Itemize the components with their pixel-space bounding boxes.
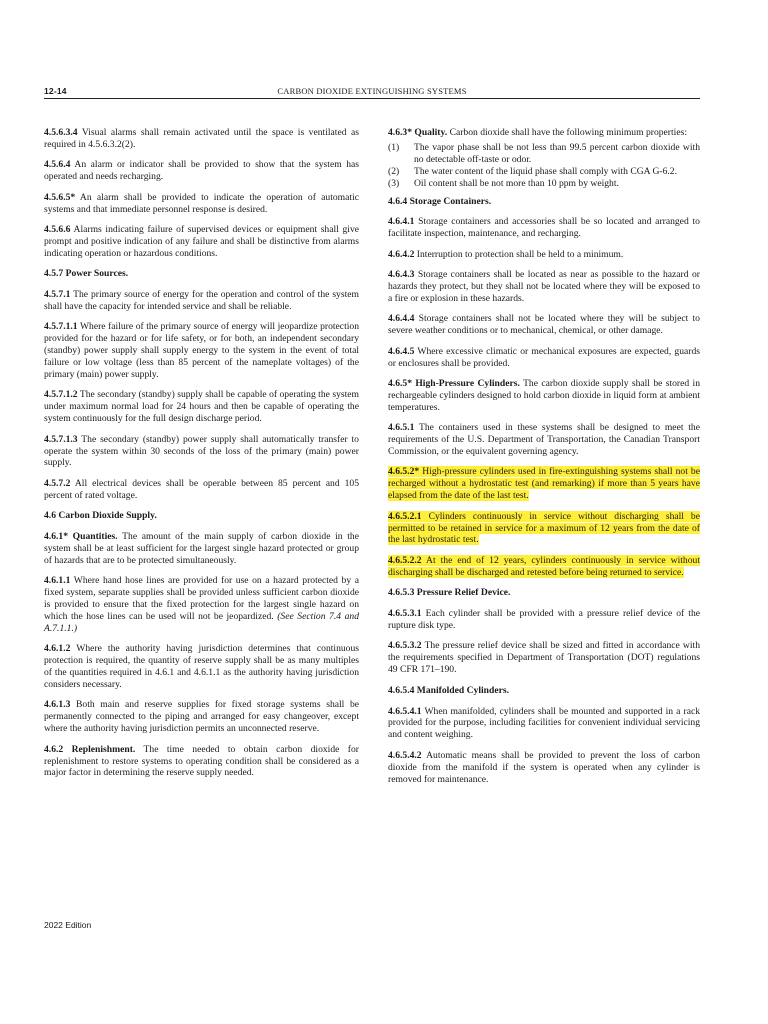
paragraph: 4.5.6.6 Alarms indicating failure of supervised devices or equipment shall give prompt and positive indication of any failure and shall be distinctive from alarms indicating operation or hazardous conditions.	[44, 223, 359, 259]
paragraph: 4.6.1* Quantities. The amount of the main supply of carbon dioxide in the system shall be at least sufficient for the largest single hazard protected or group of hazards that are to be protected simultaneously.	[44, 531, 359, 566]
paragraph: 4.6.4.1 Storage containers and accessories shall be so located and arranged to facilitate inspection, maintenance, and recharging.	[388, 216, 700, 240]
section-heading: 4.6.5.4 Manifolded Cylinders.	[388, 684, 509, 696]
paragraph: 4.6.5* High-Pressure Cylinders. The carbon dioxide supply shall be stored in rechargeable cylinders designed to hold carbon dioxide in liquid form at ambient temperatures.	[388, 378, 700, 413]
paragraph: 4.6.4.4 Storage containers shall not be located where they will be subject to severe weather conditions or to mechanical, chemical, or other damage.	[388, 313, 700, 337]
list-item: (1) The vapor phase shall be not less than 99.5 percent carbon dioxide with no detectable off-taste or odor.	[388, 141, 700, 165]
paragraph: 4.6.5.4.2 Automatic means shall be provided to prevent the loss of carbon dioxide from the manifold if the system is operated when any cylinder is removed for maintenance.	[388, 749, 700, 785]
paragraph: 4.6.4.5 Where excessive climatic or mechanical exposures are expected, guards or enclosures shall be provided.	[388, 345, 701, 369]
paragraph: 4.6.1.1 Where hand hose lines are provided for use on a hazard protected by a fixed system, separate supplies shall be provided unless sufficient carbon dioxide is provided to ensure that the fixed protection for the largest single hazard on which the hose lines can be used will not be jeopardized. (See Section 7.4 and A.7.1.1.)	[44, 575, 359, 634]
paragraph: 4.5.7.1.2 The secondary (standby) supply shall be capable of operating the system under maximum normal load for 24 hours and then be capable of operating the system continuously for the full design discharge period.	[44, 389, 359, 425]
cross-reference: (See Section 7.4 and A.7.1.1.)	[44, 611, 359, 634]
paragraph: 4.6.5.4.1 When manifolded, cylinders shall be mounted and supported in a rack provided for the purpose, including facilities for convenient individual servicing and content weighing.	[388, 705, 701, 741]
paragraph: 4.5.7.2 All electrical devices shall be operable between 85 percent and 105 percent of rated voltage.	[44, 477, 359, 501]
paragraph: 4.6.3* Quality. Carbon dioxide shall have the following minimum properties:	[388, 127, 687, 138]
page-number: 12-14	[44, 86, 67, 96]
section-heading: 4.6.5.3 Pressure Relief Device.	[388, 587, 511, 599]
left-column	[44, 127, 359, 788]
quality-list	[388, 142, 700, 190]
page-header	[44, 84, 700, 99]
paragraph: 4.6.4.2 Interruption to protection shall be held to a minimum.	[388, 248, 624, 260]
running-title: CARBON DIOXIDE EXTINGUISHING SYSTEMS	[277, 86, 467, 96]
paragraph: 4.6.5.3.2 The pressure relief device shall be sized and fitted in accordance with the requirements specified in Department of Transportation (DOT) regulations 49 CFR 171–190.	[388, 640, 700, 676]
paragraph: 4.5.7.1.3 The secondary (standby) power supply shall automatically transfer to operate the system within 30 seconds of the loss of the primary (main) power supply.	[44, 433, 359, 469]
section-heading: 4.6.4 Storage Containers.	[388, 195, 492, 207]
paragraph: 4.6.5.1 The containers used in these systems shall be designed to meet the requirements of the U.S. Department of Transportation, the Canadian Transport Commission, or the equivalent governing agency.	[388, 422, 700, 458]
list-item: (3) Oil content shall be not more than 10 ppm by weight.	[388, 177, 619, 189]
section-heading: 4.5.7 Power Sources.	[44, 268, 129, 280]
right-column	[388, 127, 700, 794]
paragraph: 4.6.5.3.1 Each cylinder shall be provided with a pressure relief device of the rupture disk type.	[388, 608, 700, 631]
paragraph: 4.6.2 Replenishment. The time needed to obtain carbon dioxide for replenishment to restore systems to operating condition shall be considered as a major factor in determining the reserve supply needed.	[44, 743, 359, 779]
paragraph: 4.5.6.4 An alarm or indicator shall be provided to show that the system has operated and needs recharging.	[44, 159, 359, 183]
highlighted-paragraph: 4.6.5.2* High-pressure cylinders used in fire-extinguishing systems shall not be recharged without a hydrostatic test (and remarking) if more than 5 years have elapsed from the date of the last test.	[388, 466, 700, 502]
paragraph: 4.5.6.3.4 Visual alarms shall remain activated until the space is ventilated as required in 4.5.6.3.2(2).	[44, 127, 359, 150]
paragraph: 4.6.1.3 Both main and reserve supplies for fixed storage systems shall be permanently connected to the piping and arranged for easy changeover, except where the authority having jurisdiction permits an unconnected reserve.	[44, 699, 359, 735]
paragraph: 4.6.1.2 Where the authority having jurisdiction determines that continuous protection is required, the quantity of reserve supply shall be as many multiples of the quantities required in 4.6.1 and 4.6.1.1 as the authority having jurisdiction considers necessary.	[44, 643, 359, 691]
paragraph: 4.5.7.1.1 Where failure of the primary source of energy will jeopardize protection provided for the hazard or for life safety, or for both, an independent secondary (standby) power supply shall supply energy to the system in the event of total failure or low voltage (less than 85 percent of the nameplate voltages) of the primary (main) power supply.	[44, 321, 359, 380]
edition-footer: 2022 Edition	[44, 920, 92, 930]
highlighted-paragraph: 4.6.5.2.1 Cylinders continuously in service without discharging shall be permitted to be retained in service for a maximum of 12 years from the date of the last hydrostatic test.	[388, 510, 700, 546]
highlighted-paragraph: 4.6.5.2.2 At the end of 12 years, cylinders continuously in service without discharging shall be discharged and retested before being returned to service.	[388, 554, 700, 578]
list-item: (2) The water content of the liquid phase shall comply with CGA G-6.2.	[388, 165, 677, 177]
paragraph: 4.6.4.3 Storage containers shall be located as near as possible to the hazard or hazards they protect, but they shall not be located where they will be exposed to a fire or explosion in these hazards.	[388, 269, 701, 304]
paragraph: 4.5.6.5* An alarm shall be provided to indicate the operation of automatic systems and that immediate personnel response is desired.	[44, 191, 359, 215]
section-heading: 4.6 Carbon Dioxide Supply.	[44, 510, 157, 522]
paragraph: 4.5.7.1 The primary source of energy for the operation and control of the system shall have the capacity for intended service and shall be reliable.	[44, 289, 359, 312]
